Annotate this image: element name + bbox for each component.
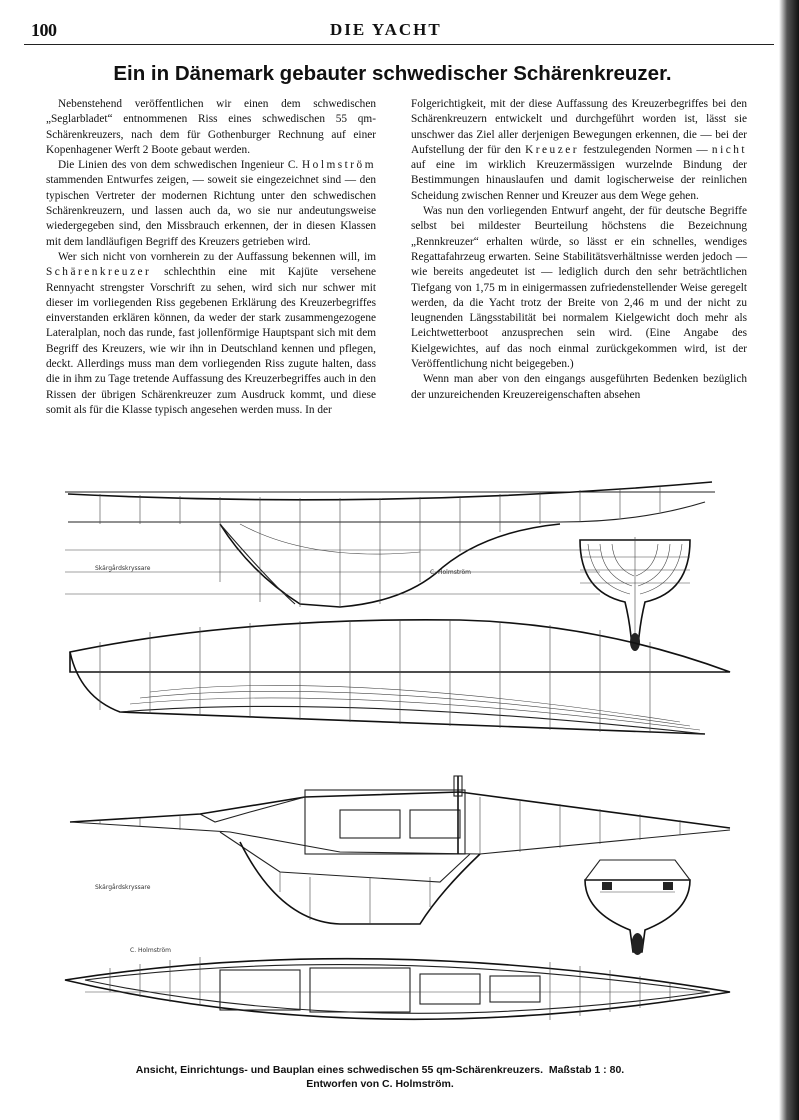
right-paragraph-1: Folgerichtigkeit, mit der diese Auffassung des Kreuzerbegriffes bei den Schärenkreuzern entwickelt und durchgeführt worden ist, lässt sie unschwer das Ziel aller derjenigen Bewegungen erkennen, die — bei der Aufstellung der für den Kreuzer festzulegenden Normen — nicht auf eine im wirklich Kreuzermässigen wurzelnde Bindung der Bestimmungen hinauslaufen und damit logischerweise der reinlichen Scheidung zwischen Renner und Kreuzer aus dem Wege gehen. xyxy=(411,98,748,202)
right-paragraph-3: Wenn man aber von den eingangs ausgeführten Bedenken bezüglich der unzureichenden Kreuzereigenschaften absehen xyxy=(411,373,747,401)
lines-plan-signature: C. Holmström xyxy=(430,569,472,576)
midship-section xyxy=(585,860,690,955)
scanned-page-edge xyxy=(779,0,799,1120)
figure-caption: Ansicht, Einrichtungs- und Bauplan eines schwedischen 55 qm-Schärenkreuzers. Maßstab 1 : 80. xyxy=(135,1064,625,1076)
deck-plan xyxy=(65,957,730,1020)
article-title: Ein in Dänemark gebauter schwedischer Schärenkreuzer. xyxy=(113,62,672,85)
emphasis-nicht: nicht xyxy=(711,143,748,156)
figure-scale: Maßstab 1 : 80. xyxy=(548,1064,625,1076)
emphasis-kreuzer: Kreuzer xyxy=(525,143,579,156)
header-rule xyxy=(24,44,774,45)
lines-plan-label: Skärgårdskryssare xyxy=(95,565,151,572)
yacht-plans-drawing xyxy=(40,452,745,1062)
lines-plan-profile xyxy=(65,482,715,607)
figure-credit: Entworfen von C. Holmström. xyxy=(306,1078,454,1090)
construction-profile xyxy=(70,776,730,954)
left-paragraph-3: Wer sich nicht von vornherein zu der Auffassung bekennen will, im Schärenkreuzer schlechthin eine mit Kajüte versehene Rennyacht strengster Vorschrift zu sehen, wird sich nur schwer mit dieser im vorliegenden Riss gegebenen Erklärung des Kreuzerbegriffes einverstanden erklären können, da weder der stark zusammengezogene Lateralplan, noch das runde, fast jollenförmige Hauptspant sich mit dem Begriff des Kreuzers, wie wir ihn in Deutschland kennen und pflegen, deckt. Allerdings muss man dem vorliegenden Riss zugute halten, dass die in ihm zu Tage tretende Auffassung des Kreuzerbegriffes auch in den Rissen der übrigen Schärenkreuzer zum Ausdruck kommt, und diese somit als für die Klasse typisch angesehen werden muss. In der xyxy=(46,250,376,416)
right-column xyxy=(411,97,747,403)
designer-name: Holmström xyxy=(302,159,376,172)
left-paragraph-1: Nebenstehend veröffentlichen wir einen dem schwedischen „Seglarbladet“ entnommenen Riss eines schwedischen 55 qm-Schärenkreuzers, nach dem für Gothenburger Rechnung auf einer Kopenhagener Werft 2 Boote gebaut werden. xyxy=(46,98,376,156)
emphasis-schaerenkreuzer: Schärenkreuzer xyxy=(46,266,152,279)
left-paragraph-2: Die Linien des von dem schwedischen Ingenieur C. Holmström stammenden Entwurfes zeigen, — soweit sie eingezeichnet sind — den typischen Vertreter der modernen Richtung unter den schwedischen Schärenkreuzern, und lassen auch da, wo sie nur andeutungsweise wiedergegeben sind, den Missbrauch erkennen, der in diesen Klassen mit dem landläufigen Begriff des Kreuzers getrieben wird. xyxy=(46,159,376,248)
running-head: DIE YACHT xyxy=(330,20,442,39)
construction-plan-signature: C. Holmström xyxy=(130,947,172,954)
station-lines xyxy=(100,486,660,607)
right-paragraph-2: Was nun den vorliegenden Entwurf angeht, der für deutsche Begriffe selbst bei mildester Beurteilung höchstens die Bezeichnung „Rennkreuzer“ erhalten würde, so lässt er ein schnelles, wendiges Regattafahrzeug erwarten. Seine Stabilitätsverhältnisse werden jedoch — wie bereits angedeutet ist — lediglich durch den sehr beträchtlichen Tiefgang von 1,75 m in einigermassen zufriedenstellender Weise geregelt werden, da die Yacht trotz der Breite von 2,46 m und der nicht zu leugnenden Längsstabilität bei normalem Kielgewicht doch mehr als Leichtwetterboot anzusprechen sein wird. (Eine Angabe des Kielgewichtes, auf das noch einmal zurückgekommen wird, ist der Veröffentlichung nicht beigegeben.) xyxy=(411,205,747,371)
page-number: 100 xyxy=(31,20,57,40)
yacht-plans-figure xyxy=(40,452,745,1062)
left-column xyxy=(46,97,376,418)
construction-plan-label: Skärgårdskryssare xyxy=(95,884,151,891)
